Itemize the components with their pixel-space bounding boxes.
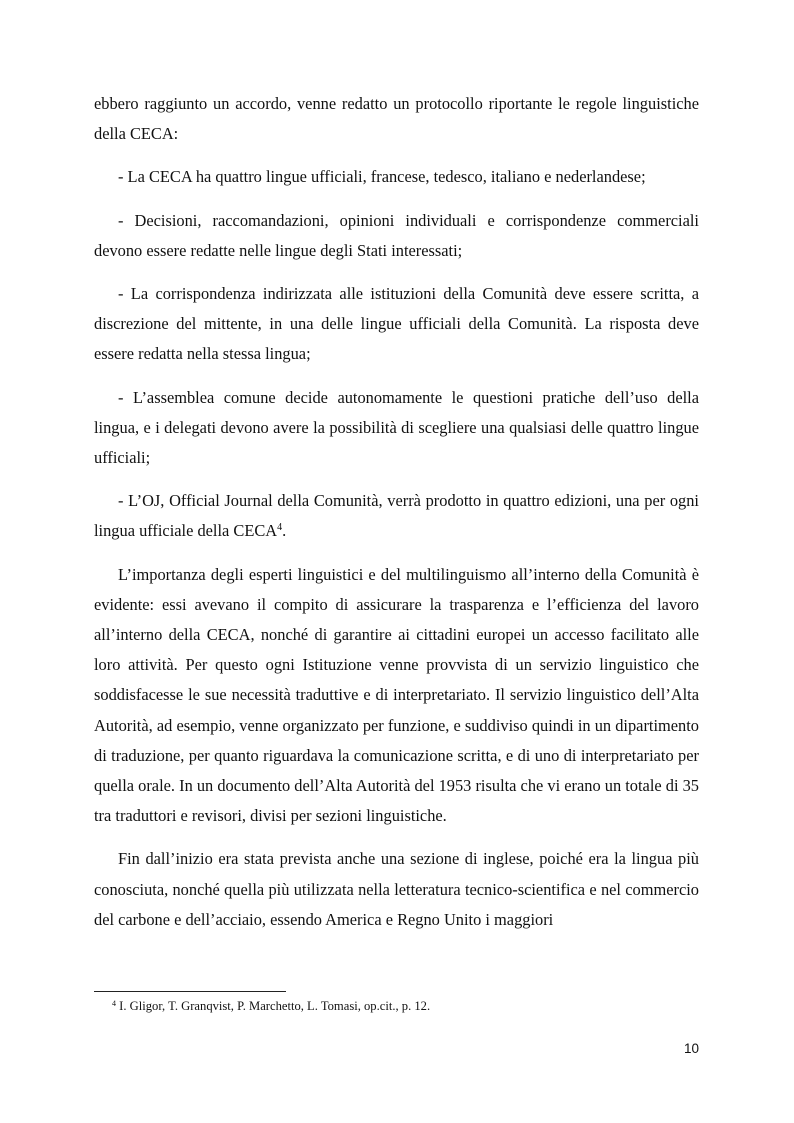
list-item: - La corrispondenza indirizzata alle istituzioni della Comunità deve essere scritta, a discrezione del mittente, in una delle lingue ufficiali della Comunità. La risposta deve essere redatta nella stessa lingua; bbox=[94, 284, 699, 364]
list-item-text: - L’OJ, Official Journal della Comunità, verrà prodotto in quattro edizioni, una per ogni lingua ufficiale della CECA bbox=[94, 491, 699, 541]
footnote-reference[interactable]: 4 bbox=[277, 522, 283, 534]
paragraph: L’importanza degli esperti linguistici e del multilinguismo all’interno della Comunità è evidente: essi avevano il compito di assicurare la trasparenza e l’efficienza del lavoro all’interno della CECA, nonché di garantire ai cittadini europei un accesso facilitato alle loro attività. Per questo ogni Istituzione venne provvista di un servizio linguistico che soddisfacesse le sue necessità traduttive e di interpretariato. Il servizio linguistico dell’Alta Autorità, ad esempio, venne organizzato per funzione, e suddiviso quindi in un dipartimento di traduzione, per quanto riguardava la comunicazione scritta, e di uno di interpretariato per quella orale. In un documento dell’Alta Autorità del 1953 risulta che vi erano un totale di 35 tra traduttori e revisori, divisi per sezioni linguistiche. bbox=[94, 564, 699, 826]
footnote bbox=[112, 998, 699, 1014]
document-body bbox=[94, 89, 699, 948]
footnote-number: 4 bbox=[112, 999, 116, 1008]
list-item: - Decisioni, raccomandazioni, opinioni individuali e corrispondenze commerciali devono essere redatte nelle lingue degli Stati interessati; bbox=[94, 210, 699, 260]
paragraph: ebbero raggiunto un accordo, venne redatto un protocollo riportante le regole linguistiche della CECA: bbox=[94, 94, 699, 144]
list-item: - L’assemblea comune decide autonomamente le questioni pratiche dell’uso della lingua, e i delegati devono avere la possibilità di scegliere una qualsiasi delle quattro lingue ufficiali; bbox=[94, 387, 699, 468]
page-number: 10 bbox=[683, 1041, 699, 1056]
list-item-end-punctuation: . bbox=[282, 521, 287, 541]
footnote-text: I. Gligor, T. Granqvist, P. Marchetto, L. Tomasi, op.cit., p. 12. bbox=[116, 999, 431, 1013]
footnote-divider bbox=[94, 991, 286, 992]
list-item: - La CECA ha quattro lingue ufficiali, francese, tedesco, italiano e nederlandese; bbox=[118, 167, 646, 187]
list-item bbox=[94, 486, 699, 546]
paragraph: Fin dall’inizio era stata prevista anche una sezione di inglese, poiché era la lingua più conosciuta, nonché quella più utilizzata nella letteratura tecnico-scientifica e nel commercio del carbone e dell’acciaio, essendo America e Regno Unito i maggiori bbox=[94, 849, 699, 929]
